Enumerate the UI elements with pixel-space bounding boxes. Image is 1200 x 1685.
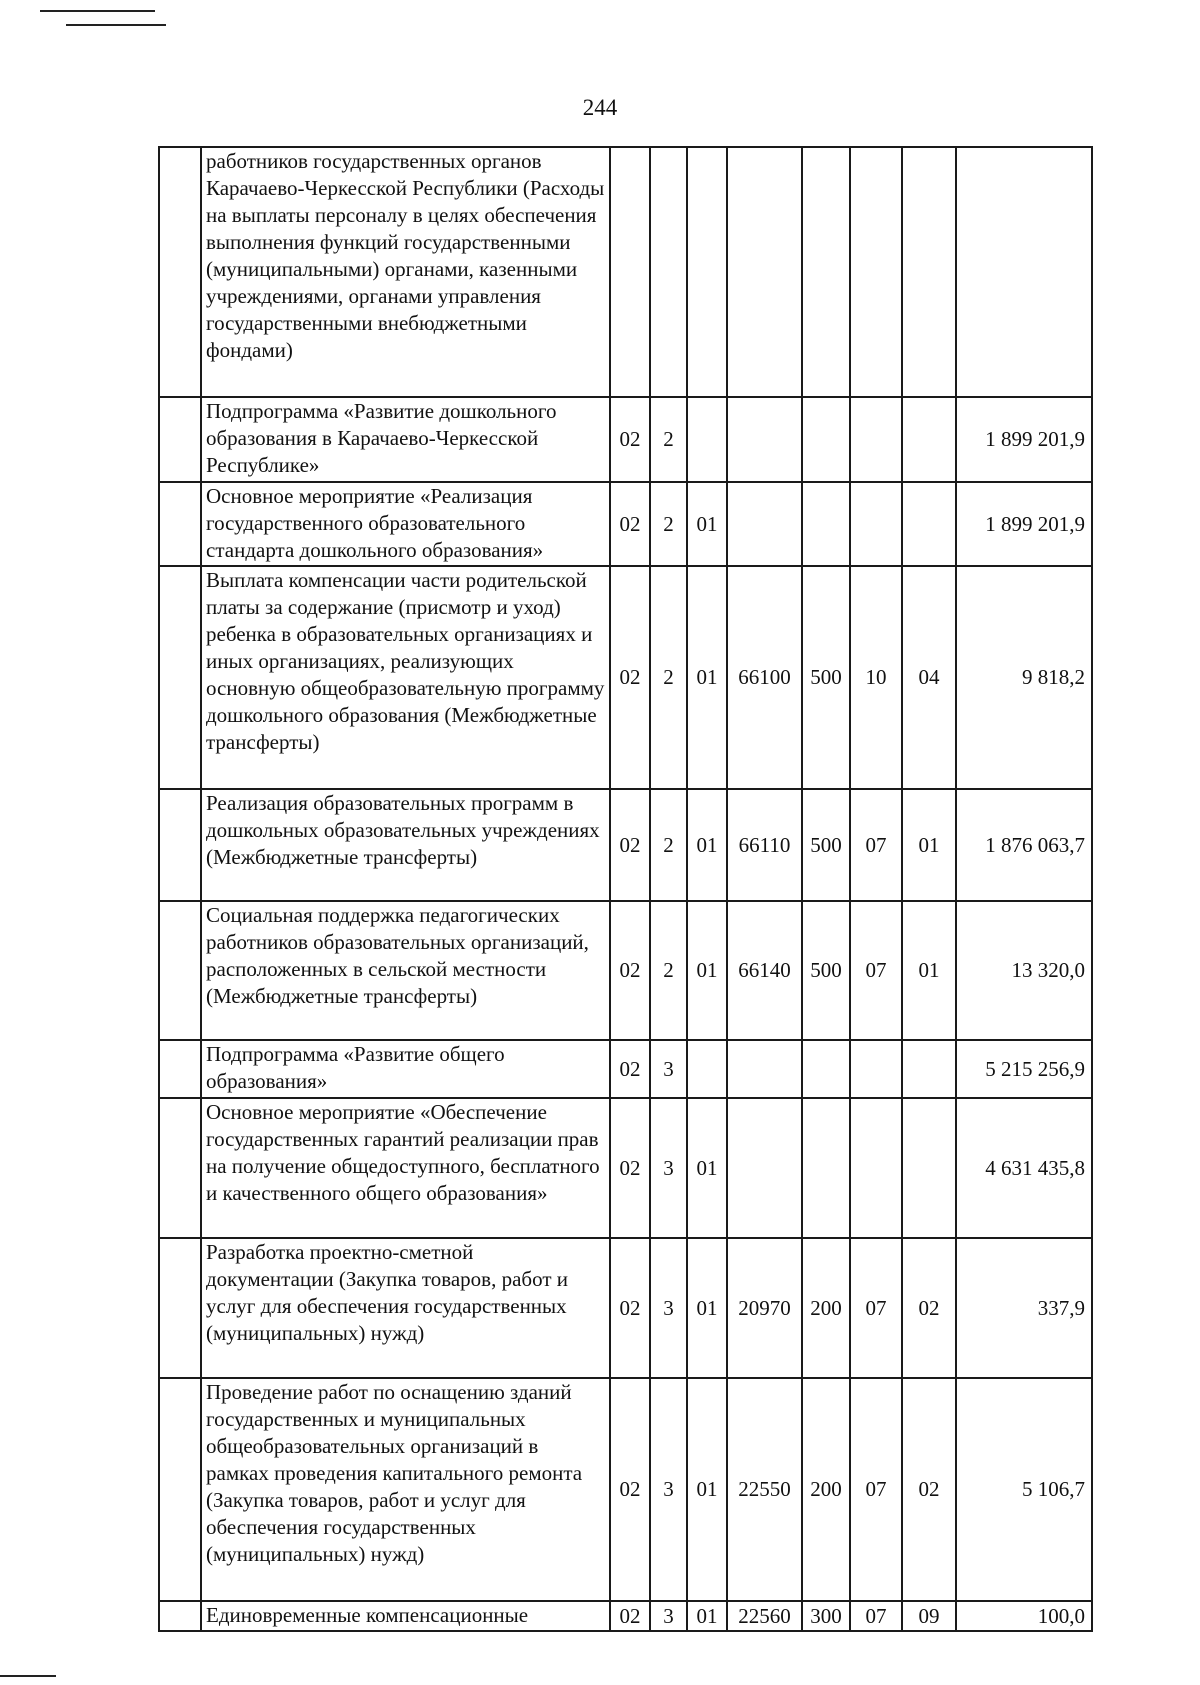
item-name: Социальная поддержка педагогических работников образовательных организаций, расположенных в сельской местности (Межбюджетные трансферты) bbox=[201, 901, 610, 1040]
amount: 4 631 435,8 bbox=[956, 1098, 1092, 1238]
code-4: 66100 bbox=[727, 566, 802, 789]
code-6: 07 bbox=[850, 1238, 902, 1378]
item-name: Разработка проектно-сметной документации (Закупка товаров, работ и услуг для обеспечения государственных (муниципальных) нужд) bbox=[201, 1238, 610, 1378]
code-3: 01 bbox=[687, 1601, 727, 1631]
code-6: 07 bbox=[850, 1601, 902, 1631]
code-2: 3 bbox=[650, 1378, 687, 1601]
item-name: Выплата компенсации части родительской платы за содержание (присмотр и уход) ребенка в образовательных организациях и иных организациях, реализующих основную общеобразовательную программу дошкольного образования (Межбюджетные трансферты) bbox=[201, 566, 610, 789]
row-index-cell bbox=[159, 789, 201, 901]
code-1: 02 bbox=[610, 1601, 650, 1631]
code-7: 01 bbox=[902, 901, 956, 1040]
table-row bbox=[159, 147, 1092, 397]
row-index-cell bbox=[159, 901, 201, 1040]
row-index-cell bbox=[159, 1238, 201, 1378]
item-name: Основное мероприятие «Реализация государственного образовательного стандарта дошкольного образования» bbox=[201, 482, 610, 566]
code-1: 02 bbox=[610, 397, 650, 482]
amount: 337,9 bbox=[956, 1238, 1092, 1378]
code-2: 2 bbox=[650, 566, 687, 789]
amount: 5 106,7 bbox=[956, 1378, 1092, 1601]
row-index-cell bbox=[159, 147, 201, 397]
table-row bbox=[159, 1098, 1092, 1238]
code-5 bbox=[802, 1098, 850, 1238]
amount bbox=[956, 147, 1092, 397]
code-6: 10 bbox=[850, 566, 902, 789]
amount: 1 876 063,7 bbox=[956, 789, 1092, 901]
table-row bbox=[159, 1040, 1092, 1098]
code-4 bbox=[727, 482, 802, 566]
code-5 bbox=[802, 147, 850, 397]
code-7 bbox=[902, 1040, 956, 1098]
amount: 13 320,0 bbox=[956, 901, 1092, 1040]
row-index-cell bbox=[159, 482, 201, 566]
code-2: 3 bbox=[650, 1040, 687, 1098]
code-7: 02 bbox=[902, 1238, 956, 1378]
table-row bbox=[159, 901, 1092, 1040]
row-index-cell bbox=[159, 1098, 201, 1238]
code-6 bbox=[850, 147, 902, 397]
code-3: 01 bbox=[687, 1098, 727, 1238]
code-7 bbox=[902, 1098, 956, 1238]
code-5: 200 bbox=[802, 1238, 850, 1378]
code-6: 07 bbox=[850, 1378, 902, 1601]
code-3: 01 bbox=[687, 1238, 727, 1378]
code-3: 01 bbox=[687, 482, 727, 566]
scan-mark-bottom bbox=[0, 1675, 56, 1677]
code-1 bbox=[610, 147, 650, 397]
code-2: 3 bbox=[650, 1601, 687, 1631]
code-2 bbox=[650, 147, 687, 397]
code-3 bbox=[687, 1040, 727, 1098]
code-4 bbox=[727, 1098, 802, 1238]
code-6: 07 bbox=[850, 789, 902, 901]
code-7 bbox=[902, 397, 956, 482]
table-row bbox=[159, 566, 1092, 789]
code-4 bbox=[727, 397, 802, 482]
page-number: 244 bbox=[582, 95, 618, 120]
item-name: Подпрограмма «Развитие общего образования» bbox=[201, 1040, 610, 1098]
scan-mark-top-1 bbox=[40, 10, 155, 12]
amount: 1 899 201,9 bbox=[956, 482, 1092, 566]
code-7 bbox=[902, 482, 956, 566]
code-6 bbox=[850, 1040, 902, 1098]
code-2: 3 bbox=[650, 1098, 687, 1238]
row-index-cell bbox=[159, 566, 201, 789]
table-row bbox=[159, 1238, 1092, 1378]
item-name: Реализация образовательных программ в дошкольных образовательных учреждениях (Межбюджетные трансферты) bbox=[201, 789, 610, 901]
code-6 bbox=[850, 397, 902, 482]
item-name: Единовременные компенсационные bbox=[201, 1601, 610, 1631]
code-3: 01 bbox=[687, 1378, 727, 1601]
code-3: 01 bbox=[687, 566, 727, 789]
code-7: 04 bbox=[902, 566, 956, 789]
code-4: 66140 bbox=[727, 901, 802, 1040]
code-2: 2 bbox=[650, 482, 687, 566]
row-index-cell bbox=[159, 397, 201, 482]
amount: 100,0 bbox=[956, 1601, 1092, 1631]
budget-table bbox=[158, 146, 1093, 1632]
code-7 bbox=[902, 147, 956, 397]
amount: 9 818,2 bbox=[956, 566, 1092, 789]
code-7: 02 bbox=[902, 1378, 956, 1601]
code-5: 500 bbox=[802, 789, 850, 901]
code-1: 02 bbox=[610, 1238, 650, 1378]
code-5: 200 bbox=[802, 1378, 850, 1601]
code-5 bbox=[802, 1040, 850, 1098]
code-1: 02 bbox=[610, 482, 650, 566]
code-7: 09 bbox=[902, 1601, 956, 1631]
code-1: 02 bbox=[610, 1040, 650, 1098]
code-5: 300 bbox=[802, 1601, 850, 1631]
table-row bbox=[159, 1378, 1092, 1601]
item-name: работников государственных органов Карачаево-Черкесской Республики (Расходы на выплаты персоналу в целях обеспечения выполнения функций государственными (муниципальными) органами, казенными учреждениями, органами управления государственными внебюджетными фондами) bbox=[201, 147, 610, 397]
code-4: 22560 bbox=[727, 1601, 802, 1631]
code-1: 02 bbox=[610, 566, 650, 789]
code-6: 07 bbox=[850, 901, 902, 1040]
item-name: Основное мероприятие «Обеспечение государственных гарантий реализации прав на получение общедоступного, бесплатного и качественного общего образования» bbox=[201, 1098, 610, 1238]
code-3 bbox=[687, 397, 727, 482]
code-7: 01 bbox=[902, 789, 956, 901]
code-6 bbox=[850, 1098, 902, 1238]
code-1: 02 bbox=[610, 789, 650, 901]
code-3 bbox=[687, 147, 727, 397]
code-5 bbox=[802, 482, 850, 566]
table-row bbox=[159, 1601, 1092, 1631]
code-5 bbox=[802, 397, 850, 482]
table-row bbox=[159, 482, 1092, 566]
amount: 5 215 256,9 bbox=[956, 1040, 1092, 1098]
code-4: 20970 bbox=[727, 1238, 802, 1378]
table-body bbox=[159, 147, 1092, 1631]
code-3: 01 bbox=[687, 901, 727, 1040]
code-2: 2 bbox=[650, 901, 687, 1040]
item-name: Подпрограмма «Развитие дошкольного образования в Карачаево-Черкесской Республике» bbox=[201, 397, 610, 482]
scan-mark-top-2 bbox=[66, 24, 166, 26]
row-index-cell bbox=[159, 1378, 201, 1601]
code-2: 3 bbox=[650, 1238, 687, 1378]
amount: 1 899 201,9 bbox=[956, 397, 1092, 482]
row-index-cell bbox=[159, 1040, 201, 1098]
code-3: 01 bbox=[687, 789, 727, 901]
code-5: 500 bbox=[802, 901, 850, 1040]
code-2: 2 bbox=[650, 789, 687, 901]
code-1: 02 bbox=[610, 901, 650, 1040]
code-6 bbox=[850, 482, 902, 566]
table-row bbox=[159, 397, 1092, 482]
table-row bbox=[159, 789, 1092, 901]
code-4 bbox=[727, 1040, 802, 1098]
code-5: 500 bbox=[802, 566, 850, 789]
row-index-cell bbox=[159, 1601, 201, 1631]
code-1: 02 bbox=[610, 1378, 650, 1601]
code-2: 2 bbox=[650, 397, 687, 482]
code-1: 02 bbox=[610, 1098, 650, 1238]
code-4: 22550 bbox=[727, 1378, 802, 1601]
item-name: Проведение работ по оснащению зданий государственных и муниципальных общеобразовательных организаций в рамках проведения капитального ремонта (Закупка товаров, работ и услуг для обеспечения государственных (муниципальных) нужд) bbox=[201, 1378, 610, 1601]
code-4: 66110 bbox=[727, 789, 802, 901]
code-4 bbox=[727, 147, 802, 397]
